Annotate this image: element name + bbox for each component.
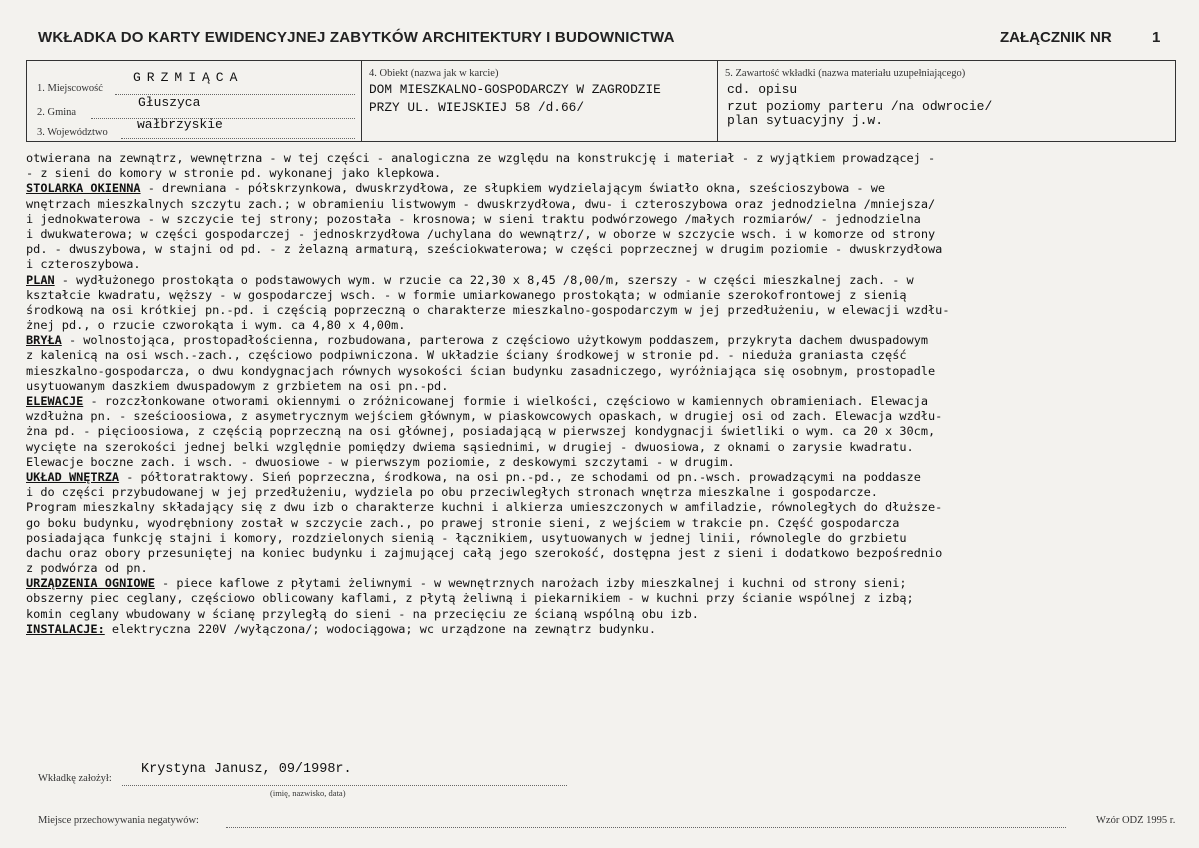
text-line: kształcie kwadratu, węższy - w gospodarczej wsch. - w formie umiarkowanego prostokąta; w odmianie szerokofrontowej z sienią bbox=[26, 287, 907, 302]
text-line: go boku budynku, wyodrębniony został w szczycie zach., po prawej stronie sieni, z wejściem w trakcie pn. Część gospodarcza bbox=[26, 515, 900, 530]
section-instalacje bbox=[26, 622, 1186, 637]
contents-line-1: cd. opisu bbox=[727, 82, 798, 97]
text-span: elektryczna 220V /wyłączona/; wodociągowa; wc urządzone na zewnątrz budynku. bbox=[104, 621, 656, 636]
text-line: otwierana na zewnątrz, wewnętrzna - w tej części - analogiczna ze względu na konstrukcję i materiał - z wyjątkiem prowadzącej - bbox=[26, 151, 936, 165]
text-span: - piece kaflowe z płytami żeliwnymi - w wewnętrznych narożach izby mieszkalnej i kuchni od strony sieni; bbox=[154, 576, 907, 591]
dotted-line bbox=[91, 118, 355, 119]
text-line: Elewacje boczne zach. i wsch. - dwuosiowe - w pierwszym poziomie, z deskowymi szczytami - w drugim. bbox=[26, 454, 735, 469]
text-line: z kalenicą na osi wsch.-zach., częściowo podpiwniczona. W układzie ściany środkowej w stronie pd. - nieduża graniasta część bbox=[26, 348, 907, 363]
object-label: 4. Obiekt (nazwa jak w karcie) bbox=[369, 68, 499, 79]
negatives-label: Miejsce przechowywania negatywów: bbox=[38, 815, 199, 826]
text-line: obszerny piec ceglany, częściowo oblicowany kaflami, z płytą żeliwną i piekarnikiem - w kuchni przy ścianie wspólnej z izbą; bbox=[26, 591, 914, 606]
annex-label: ZAŁĄCZNIK NR bbox=[1000, 29, 1112, 46]
text-line: pd. - dwuszybowa, w stajni od pd. - z żelazną armaturą, sześciokwaterowa; w części poprzecznej w drugim poziomie - dwuskrzydłowa bbox=[26, 242, 943, 257]
section-heading: URZĄDZENIA OGNIOWE bbox=[26, 576, 155, 591]
section-heading: BRYŁA bbox=[26, 333, 62, 348]
author-hint: (imię, nazwisko, data) bbox=[270, 788, 346, 798]
text-line: z podwórza od pn. bbox=[26, 561, 148, 576]
text-line: i czteroszybowa. bbox=[26, 257, 141, 272]
section-heading: PLAN bbox=[26, 272, 55, 287]
text-line: dachu oraz obory przesuniętej na koniec budynku i zajmującej całą jego szerokość, dostępna jest z sieni i dodatkowo bezpośrednio bbox=[26, 545, 943, 560]
annex-number: 1 bbox=[1152, 29, 1161, 46]
object-line-2: PRZY UL. WIEJSKIEJ 58 /d.66/ bbox=[369, 100, 585, 115]
text-line: żnej pd., o rzucie czworokąta i wym. ca 4,80 x 4,00m. bbox=[26, 318, 406, 333]
text-span: - wydłużonego prostokąta o podstawowych wym. w rzucie ca 22,30 x 8,45 /8,00/m, szerszy - w części mieszkalnej zach. - w bbox=[54, 272, 914, 287]
object-line-1: DOM MIESZKALNO-GOSPODARCZY W ZAGRODZIE bbox=[369, 82, 661, 97]
text-line: środkową na osi krótkiej pn.-pd. i częścią poprzeczną o charakterze mieszkalno-gospodarczym w jej przedłużeniu, w elewacji wzdłu- bbox=[26, 302, 950, 317]
contents-line-3: plan sytuacyjny j.w. bbox=[727, 113, 884, 128]
text-span: - wolnostojąca, prostopadłościenna, rozbudowana, parterowa z częściowo użytkowym poddaszem, przykryta dachem dwuspadowym bbox=[61, 333, 929, 348]
section-heading: ELEWACJE bbox=[26, 394, 84, 408]
section-bryla bbox=[26, 333, 1186, 348]
text-span: - rozczłonkowane otworami okiennymi o zróżnicowanej formie i wielkości, częściowo w kamiennych obramieniach. Elewacja bbox=[83, 394, 929, 408]
section-heading: UKŁAD WNĘTRZA bbox=[26, 469, 120, 484]
section-uklad bbox=[26, 470, 1186, 485]
gmina-value: Głuszyca bbox=[138, 95, 201, 110]
form-id: Wzór ODZ 1995 r. bbox=[1096, 815, 1176, 826]
wojewodztwo-label: 3. Województwo bbox=[37, 127, 108, 138]
gmina-label: 2. Gmina bbox=[37, 107, 77, 118]
author-label: Wkładkę założył: bbox=[38, 773, 112, 784]
text-line: i jednokwaterowa - w szczycie tej strony; pozostała - krosnowa; w sieni traktu podwórzowego /małych rozmiarów/ - jednodzielna bbox=[26, 211, 921, 226]
header-box bbox=[26, 60, 1176, 142]
contents-line-2: rzut poziomy parteru /na odwrocie/ bbox=[727, 99, 993, 114]
section-heading: INSTALACJE: bbox=[26, 621, 105, 636]
text-line: - z sieni do komory w stronie pd. wykonanej jako klepkowa. bbox=[26, 166, 442, 181]
miejscowosc-label: 1. Miejscowość bbox=[37, 83, 103, 94]
text-line: wycięte na szerokości jednej belki względnie pomiędzy dwiema sąsiednimi, w drugiej - dwuosiowa, z oknami o zarysie kwadratu. bbox=[26, 439, 914, 454]
text-line: wnętrzach mieszkalnych szczytu zach.; w obramieniu listwowym - dwuskrzydłowa, dwu- i czteroszybowa oraz jednodzielna /mniejsza/ bbox=[26, 196, 936, 211]
dotted-line bbox=[121, 138, 355, 139]
text-line: wzdłużna pn. - sześcioosiowa, z asymetrycznym wejściem głównym, w piaskowcowych opaskach, w drugiej osi od zach. Elewacja wzdłu- bbox=[26, 409, 943, 424]
text-line: mieszkalno-gospodarcza, o dwu kondygnacjach równych wysokości ścian budynku zasadniczego, wyróżniająca się osobnym, prostopadle bbox=[26, 363, 936, 378]
description-body bbox=[26, 151, 1186, 637]
section-plan bbox=[26, 273, 1186, 288]
section-urzadzenia bbox=[26, 576, 1186, 591]
text-line: i dwukwaterowa; w części gospodarczej - jednoskrzydłowa /uchylana do wewnątrz/, w oborze w szczycie wsch. i w komorze od strony bbox=[26, 226, 936, 241]
section-stolarka bbox=[26, 181, 1186, 196]
text-line: posiadająca funkcję stajni i komory, rozdzielonych sienią - łącznikiem, usytuowanych w jednej linii, równolegle do grzbietu bbox=[26, 530, 907, 545]
text-line: i do części przybudowanej w jej przedłużeniu, wydziela po obu przeciwległych stronach wnętrza mieszkalne i gospodarcze. bbox=[26, 485, 878, 500]
section-elewacje bbox=[26, 394, 1186, 409]
text-line: żna pd. - pięcioosiowa, z częścią poprzeczną na osi głównej, posiadającą w pierwszej kondygnacji świetliki o wym. ca 20 x 30cm, bbox=[26, 424, 936, 439]
text-span: - półtoratraktowy. Sień poprzeczna, środkowa, na osi pn.-pd., ze schodami od pn.-wsch. prowadzącymi na poddasze bbox=[119, 469, 921, 484]
contents-label: 5. Zawartość wkładki (nazwa materiału uzupełniającego) bbox=[725, 68, 966, 79]
text-line: usytuowanym daszkiem dwuspadowym z grzbietem na osi pn.-pd. bbox=[26, 378, 449, 393]
dotted-line bbox=[122, 785, 567, 786]
text-line: komin ceglany wbudowany w ścianę przyległą do sieni - na przecięciu ze ścianą wspólną obu izb. bbox=[26, 606, 699, 621]
text-span: - drewniana - półskrzynkowa, dwuskrzydłowa, ze słupkiem wydzielającym światło okna, sześcioszybowa - we bbox=[140, 181, 886, 196]
dotted-line bbox=[226, 827, 1066, 828]
column-divider bbox=[361, 61, 362, 141]
section-heading: STOLARKA OKIENNA bbox=[26, 181, 141, 196]
text-line: Program mieszkalny składający się z dwu izb o charakterze kuchni i alkierza umieszczonych w amfiladzie, równoległych do dłuższe- bbox=[26, 500, 943, 515]
column-divider bbox=[717, 61, 718, 141]
author-value: Krystyna Janusz, 09/1998r. bbox=[141, 762, 352, 777]
wojewodztwo-value: wałbrzyskie bbox=[137, 117, 223, 132]
document-title: WKŁADKA DO KARTY EWIDENCYJNEJ ZABYTKÓW ARCHITEKTURY I BUDOWNICTWA bbox=[38, 29, 675, 46]
miejscowosc-value: GRZMIĄCA bbox=[133, 70, 244, 85]
